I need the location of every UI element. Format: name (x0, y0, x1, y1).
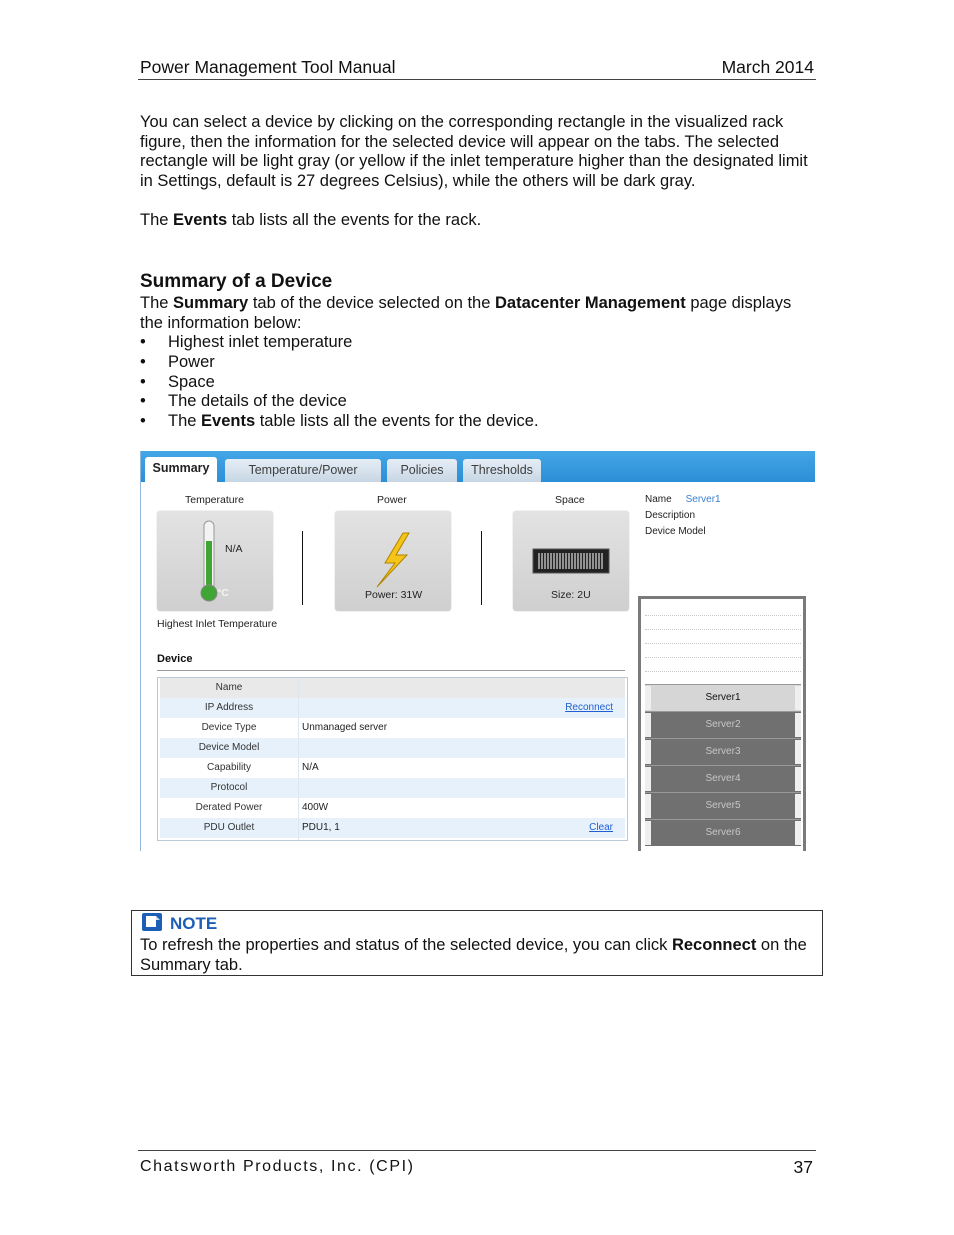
tab-bar (141, 451, 815, 482)
space-tile (513, 511, 629, 611)
device-table (157, 677, 628, 841)
rack-empty-row (645, 671, 801, 672)
rack-empty-row (645, 657, 801, 658)
info-description: Description (645, 510, 696, 521)
info-device-model: Device Model (645, 526, 706, 537)
tab-thresholds[interactable]: Thresholds (463, 459, 541, 482)
separator (481, 531, 482, 605)
bullet-item: • The Events table lists all the events for the device. (140, 412, 539, 432)
temperature-label: Temperature (185, 494, 244, 506)
rack-empty-row (645, 629, 801, 630)
section-title: Summary of a Device (140, 271, 333, 292)
table-row: Protocol (160, 778, 625, 798)
device-section-title: Device (157, 653, 193, 665)
rack-slot-server4[interactable]: Server4 (645, 765, 801, 792)
thermometer-icon (157, 511, 273, 611)
rack-empty-row (645, 643, 801, 644)
table-row: Device Type Unmanaged server (201, 722, 388, 733)
clear-link[interactable]: Clear (589, 822, 613, 833)
power-tile (335, 511, 451, 611)
separator (302, 531, 303, 605)
events-paragraph: The Events tab lists all the events for the rack. (140, 211, 482, 229)
divider (157, 670, 625, 671)
temperature-tile (157, 511, 273, 611)
note-title: NOTE (170, 914, 218, 933)
column-divider (298, 678, 299, 840)
rack-slot-server6[interactable]: Server6 (645, 819, 801, 846)
tab-policies[interactable]: Policies (387, 459, 457, 482)
section-lead: The Summary tab of the device selected on the Datacenter Management page displays the information below: (140, 294, 792, 332)
tab-temperature-power[interactable]: Temperature/Power (225, 459, 381, 482)
bullet-item: • Highest inlet temperature (140, 333, 539, 353)
rack-empty-row (645, 615, 801, 616)
bullet-list (140, 333, 539, 432)
space-value: Size: 2U (551, 589, 591, 601)
rack-slot-server2[interactable]: Server2 (645, 711, 801, 738)
table-row: Capability N/A (207, 762, 319, 773)
rack-slot-server1[interactable]: Server1 (645, 684, 801, 711)
bullet-item: • Power (140, 353, 539, 373)
space-label: Space (555, 494, 585, 506)
tab-summary[interactable]: Summary (145, 457, 217, 482)
note-box (131, 910, 823, 976)
header-date: March 2014 (721, 57, 814, 77)
page-number: 37 (793, 1157, 813, 1177)
info-name: Name Server1 (645, 494, 721, 505)
reconnect-link[interactable]: Reconnect (565, 702, 613, 713)
footer-company: Chatsworth Products, Inc. (CPI) (140, 1158, 415, 1175)
header-rule (138, 79, 816, 80)
table-row: Derated Power 400W (195, 802, 329, 813)
table-row: IP Address Reconnect (160, 698, 625, 718)
note-text: To refresh the properties and status of the selected device, you can click Reconnect on the Summary tab. (140, 936, 807, 974)
rack-slot-server5[interactable]: Server5 (645, 792, 801, 819)
header-title: Power Management Tool Manual (140, 57, 396, 77)
rack-slot-server3[interactable]: Server3 (645, 738, 801, 765)
temperature-unit: °C (217, 587, 229, 599)
device-summary-screenshot (140, 451, 815, 851)
highest-inlet-label: Highest Inlet Temperature (157, 618, 278, 630)
bullet-item: • The details of the device (140, 392, 539, 412)
temperature-value: N/A (225, 543, 243, 555)
table-row: Device Model (160, 738, 625, 758)
note-book-icon (141, 912, 163, 932)
bullet-item: • Space (140, 373, 539, 393)
power-label: Power (377, 494, 407, 506)
rack-visualization (638, 596, 806, 851)
power-value: Power: 31W (365, 589, 423, 601)
table-row: PDU Outlet PDU1, 1 Clear (160, 818, 625, 838)
intro-paragraph: You can select a device by clicking on the corresponding rectangle in the visualized rack figure, then the information for the selected device will appear on the tabs. The selected rectangle will be light gray (or yellow if the inlet temperature higher than the designated limit in Settings, default is 27 degrees Celsius), while the others will be dark gray. (140, 113, 808, 190)
footer-rule (138, 1150, 816, 1151)
table-header: Name (160, 678, 625, 698)
